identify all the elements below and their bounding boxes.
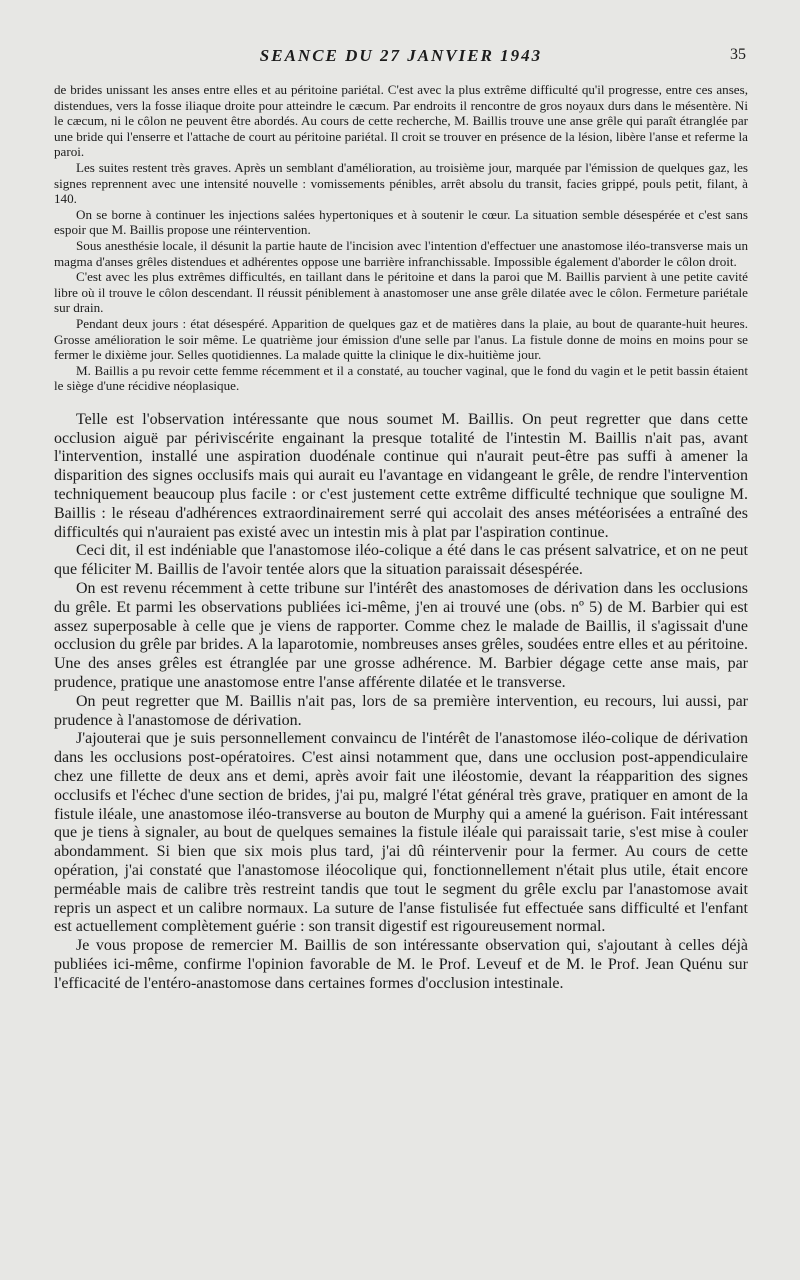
commentary-paragraph: Ceci dit, il est indéniable que l'anastomose iléo-colique a été dans le cas présent salvatrice, et on ne peut que féliciter M. Baillis de l'avoir tentée alors que la situation paraissait désespérée. — [54, 542, 748, 579]
commentary-paragraph: On est revenu récemment à cette tribune sur l'intérêt des anastomoses de dérivation dans les occlusions du grêle. Et parmi les observations publiées ici-même, j'en ai trouvé une (obs. nº 5) de M. Barbier qui est assez superposable à celle que je viens de rapporter. Comme chez le malade de Baillis, il s'agissait d'une occlusion du grêle par brides. A la laparotomie, nombreuses anses grêles, soudées entre elles et au péritoine. Une des anses grêles est étranglée par une grosse adhérence. M. Barbier dégage cette anse mais, par prudence, pratique une anastomose entre l'anse afférente dilatée et le transverse. — [54, 580, 748, 692]
case-paragraph: Les suites restent très graves. Après un semblant d'amélioration, au troisième jour, marquée par l'émission de quelques gaz, les signes reprennent avec une intensité nouvelle : vomissements pénibles, arrêt absolu du transit, facies grippé, pouls petit, filant, à 140. — [54, 159, 748, 207]
case-report — [54, 82, 748, 394]
case-paragraph: C'est avec les plus extrêmes difficultés, en taillant dans le péritoine et dans la paroi que M. Baillis parvient à une petite cavité libre où il trouve le côlon descendant. Il réussit péniblement à anastomoser une anse grêle dilatée avec le côlon. Fermeture pariétale sur drain. — [54, 269, 748, 316]
commentary — [54, 411, 748, 994]
commentary-paragraph: J'ajouterai que je suis personnellement convaincu de l'intérêt de l'anastomose iléo-colique de dérivation dans les occlusions post-opératoires. C'est ainsi notamment que, dans une occlusion post-appendiculaire chez une fillette de deux ans et demi, après avoir fait une iléostomie, devant la réapparition des signes occlusifs et l'échec d'une section de brides, j'ai pu, malgré l'état général très grave, pratiquer en amont de la fistule iléale, une anastomose iléo-transverse au bouton de Murphy qui a amené la guérison. Fait intéressant que je tiens à signaler, au bout de quelques semaines la fistule iléale qui paraissait tarie, s'est mise à couler abondamment. Si bien que six mois plus tard, j'ai dû réintervenir pour la fermer. Au cours de cette opération, j'ai constaté que l'anastomose iléocolique qui, fonctionnellement n'était plus utile, était encore perméable mais de calibre très restreint tandis que tout le segment du grêle exclu par l'anastomose avait repris un aspect et un calibre normaux. La suture de l'anse fistulisée fut effectuée sans difficulté et l'enfant est actuellement complètement guérie : son transit digestif est rigoureusement normal. — [54, 730, 748, 936]
commentary-paragraph: Telle est l'observation intéressante que nous soumet M. Baillis. On peut regretter que dans cette occlusion aiguë par périviscérite engainant la presque totalité de l'intestin M. Baillis n'ait pas, avant l'intervention, installé une aspiration duodénale continue qui n'aurait peut-être pas suffi à amener la disparition des signes occlusifs mais qui aurait eu l'avantage en vidangeant le grêle, de rendre l'intervention techniquement beaucoup plus facile : or c'est justement cette extrême difficulté technique que souligne M. Baillis : le réseau d'adhérences extraordinairement serré qui accolait des anses météorisées a entraîné des difficultés qui n'auraient pas existé avec un intestin mis à plat par l'aspiration continue. — [54, 410, 748, 541]
commentary-paragraph: Je vous propose de remercier M. Baillis de son intéressante observation qui, s'ajoutant à celles déjà publiées ici-même, confirme l'opinion favorable de M. le Prof. Leveuf et de M. le Prof. Jean Quénu sur l'efficacité de l'entéro-anastomose dans certaines formes d'occlusion intestinale. — [54, 937, 748, 992]
case-paragraph: Pendant deux jours : état désespéré. Apparition de quelques gaz et de matières dans la plaie, au bout de quarante-huit heures. Grosse amélioration le soir même. Le quatrième jour émission d'une selle par l'anus. La fistule donne de moins en moins pour se fermer le dixième jour. Selles quotidiennes. La malade quitte la clinique le dix-huitième jour. — [54, 315, 748, 363]
running-title: SEANCE DU 27 JANVIER 1943 — [259, 46, 543, 65]
case-paragraph: de brides unissant les anses entre elles et au péritoine pariétal. C'est avec la plus extrême difficulté qu'il progresse, entre ces anses, distendues, vers la fosse iliaque droite pour atteindre le cæcum. Par endroits il rencontre de gros noyaux durs dans le mésentère. Ni le cæcum, ni le côlon ne peuvent être abordés. Au cours de cette recherche, M. Baillis trouve une anse grêle qui paraît étranglée par une bride qui l'enserre et l'attache de court au péritoine pariétal. Il croit se trouver en présence de la lésion, libère l'anse et referme la paroi. — [54, 82, 748, 160]
case-paragraph: M. Baillis a pu revoir cette femme récemment et il a constaté, au toucher vaginal, que le fond du vagin et le petit bassin étaient le siège d'une récidive néoplasique. — [54, 362, 748, 394]
running-header — [54, 38, 748, 68]
page-number: 35 — [730, 46, 746, 63]
commentary-paragraph: On peut regretter que M. Baillis n'ait pas, lors de sa première intervention, eu recours, lui aussi, par prudence à l'anastomose de dérivation. — [54, 692, 748, 729]
case-paragraph: Sous anesthésie locale, il désunit la partie haute de l'incision avec l'intention d'effectuer une anastomose iléo-transverse mais un magma d'anses grêles distendues et adhérentes oppose une barrière infranchissable. Impossible également d'aborder le côlon droit. — [54, 237, 748, 269]
case-paragraph: On se borne à continuer les injections salées hypertoniques et à soutenir le cœur. La situation semble désespérée et c'est sans espoir que M. Baillis propose une réintervention. — [54, 206, 748, 238]
